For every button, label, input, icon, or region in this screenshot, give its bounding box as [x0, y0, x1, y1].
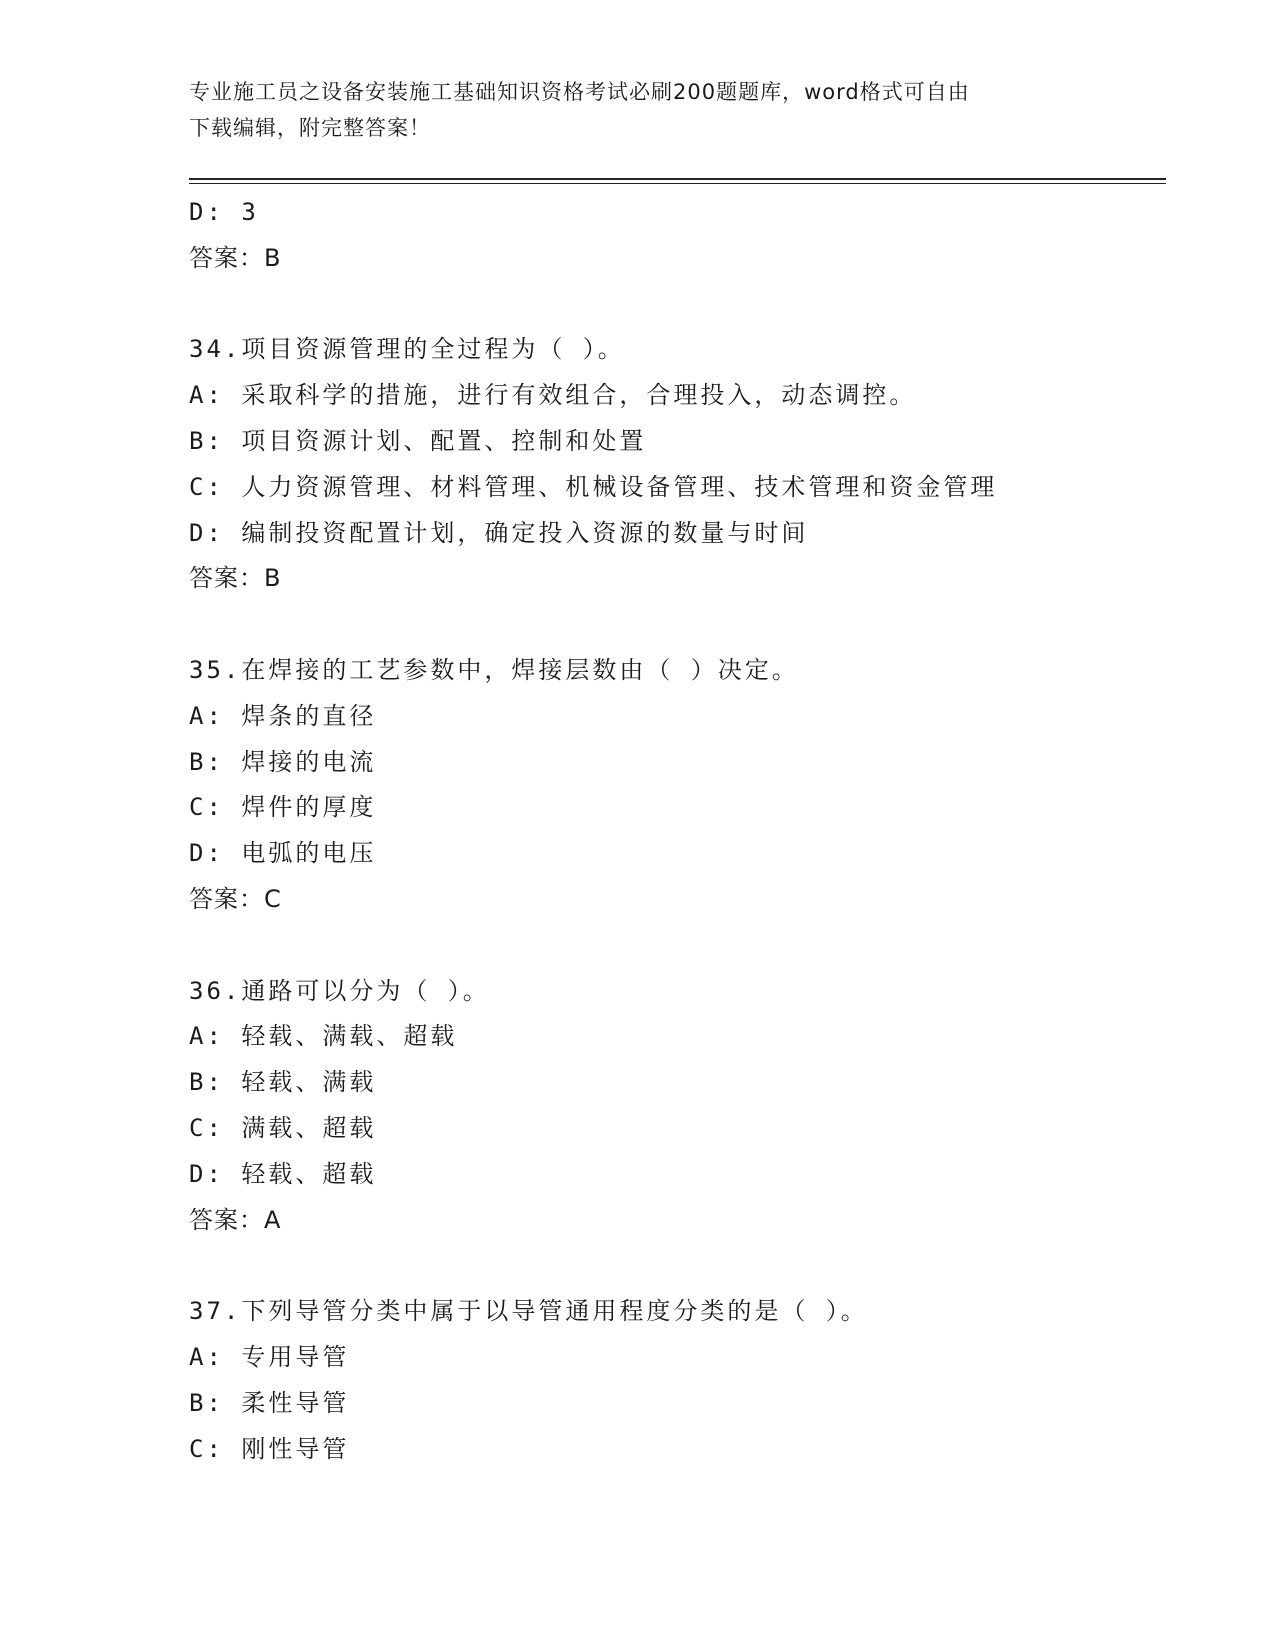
spacer [189, 602, 1169, 648]
question-stem: 35.在焊接的工艺参数中，焊接层数由（ ）决定。 [189, 655, 799, 684]
header-title-line-2: 下载编辑，附完整答案！ [189, 116, 431, 140]
header-title-line-1: 专业施工员之设备安装施工基础知识资格考试必刷200题题库，word格式可自由 [189, 80, 970, 104]
spacer [189, 923, 1169, 969]
option-d: D: 编制投资配置计划，确定投入资源的数量与时间 [189, 518, 809, 547]
answer: 答案：A [189, 1205, 282, 1234]
option-a: A: 轻载、满载、超载 [189, 1022, 458, 1051]
question-35 [189, 648, 1169, 923]
question-36 [189, 969, 1169, 1244]
option-b: B: 柔性导管 [189, 1388, 350, 1417]
option-b: B: 项目资源计划、配置、控制和处置 [189, 426, 647, 455]
answer: 答案：B [189, 564, 282, 593]
option-b: B: 轻载、满载 [189, 1068, 377, 1097]
option-d: D: 轻载、超载 [189, 1159, 377, 1188]
option-d: D: 电弧的电压 [189, 839, 377, 868]
option-a: A: 专用导管 [189, 1342, 350, 1371]
carryover-answer: 答案：B [189, 243, 282, 272]
option-a: A: 焊条的直径 [189, 701, 377, 730]
option-c: C: 满载、超载 [189, 1113, 377, 1142]
question-stem: 36.通路可以分为（ ）。 [189, 976, 490, 1005]
option-c: C: 人力资源管理、材料管理、机械设备管理、技术管理和资金管理 [189, 472, 998, 501]
spacer [189, 282, 1169, 328]
spacer [189, 1243, 1169, 1289]
option-c: C: 刚性导管 [189, 1434, 350, 1463]
question-stem: 34.项目资源管理的全过程为（ ）。 [189, 335, 625, 364]
answer: 答案：C [189, 884, 282, 913]
question-stem: 37.下列导管分类中属于以导管通用程度分类的是（ ）。 [189, 1297, 868, 1326]
option-b: B: 焊接的电流 [189, 747, 377, 776]
question-34 [189, 327, 1169, 602]
option-a: A: 采取科学的措施，进行有效组合，合理投入，动态调控。 [189, 381, 917, 410]
question-list [189, 190, 1169, 1472]
header-divider [189, 178, 1166, 184]
document-header [189, 74, 1089, 146]
carryover-option-d: D: 3 [189, 198, 259, 226]
question-37 [189, 1289, 1169, 1472]
option-c: C: 焊件的厚度 [189, 793, 377, 822]
